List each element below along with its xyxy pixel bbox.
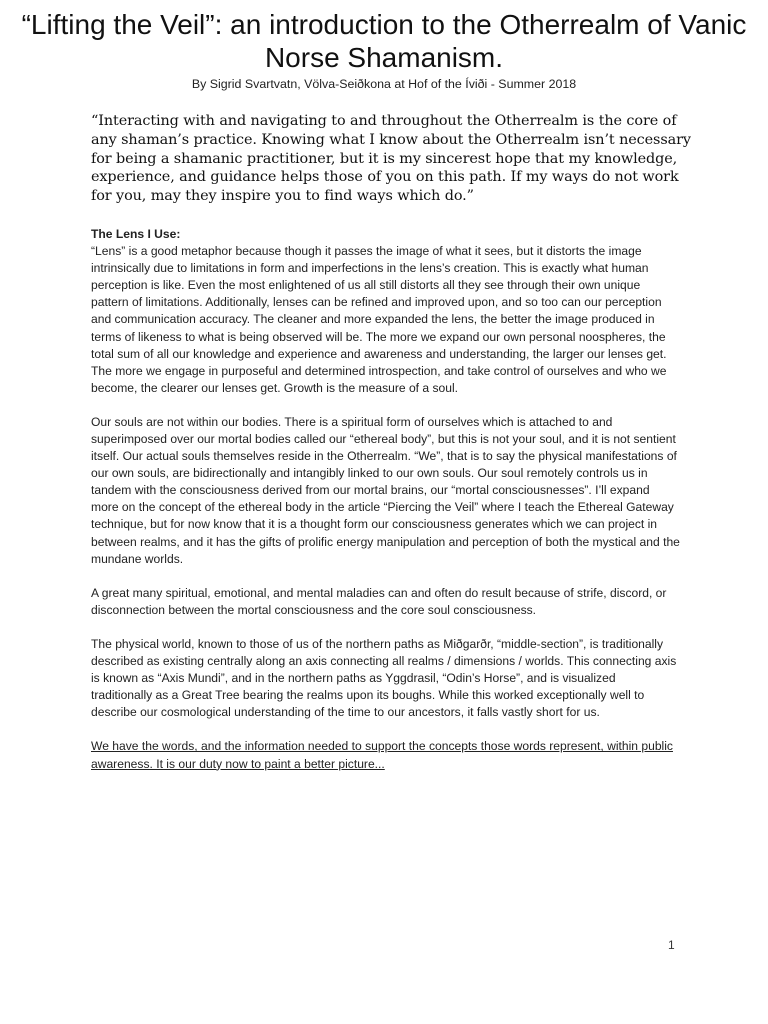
paragraph-physical-world: The physical world, known to those of us of the northern paths as Miðgarðr, “middle-section”, is traditionally described as existing centrally along an axis connecting all realms / dimensions / worlds. This connecting axis is known as “Axis Mundi”, and in the northern paths as Yggdrasil, “Odin’s Horse”, and is visualized traditionally as a Great Tree bearing the realms upon its boughs. While this worked exceptionally well to describe our cosmological understanding of the time to our ancestors, it falls vastly short for us.	[91, 636, 677, 720]
section-heading: The Lens I Use:	[91, 226, 181, 241]
page-number: 1	[668, 938, 675, 952]
paragraph-souls: Our souls are not within our bodies. There is a spiritual form of ourselves which is attached to and superimposed over our mortal bodies called our “ethereal body”, but this is not your soul, and it is not sentient itself. Our actual souls themselves reside in the Otherrealm. “We”, that is to say the physical manifestations of our own souls, are bidirectionally and intangibly linked to our own souls. Our soul remotely controls us in tandem with the consciousness derived from our mortal brains, our “mortal consciousnesses”. I’ll expand more on the concept of the ethereal body in the article “Piercing the Veil” where I teach the Ethereal Gateway technique, but for now know that it is a thought form our consciousness generates which we can project in between realms, and it has the gifts of prolific energy manipulation and perception of both the mystical and the mundane worlds.	[91, 414, 680, 566]
document-body	[91, 226, 680, 773]
paragraph-closing: We have the words, and the information needed to support the concepts those words represent, within public awareness. It is our duty now to paint a better picture...	[91, 739, 673, 771]
intro-quote: “Interacting with and navigating to and throughout the Otherrealm is the core of any shaman’s practice. Knowing what I know about the Otherrealm isn’t necessary for being a shamanic practitioner, but it is my sincerest hope that my knowledge, experience, and guidance helps those of you on this path. If my ways do not work for you, may they inspire you to find ways which do.”	[91, 113, 691, 205]
document-title: “Lifting the Veil”: an introduction to the Otherrealm of Vanic Norse Shamanism.	[21, 9, 747, 73]
paragraph-lens: “Lens” is a good metaphor because though it passes the image of what it sees, but it distorts the image intrinsically due to limitations in form and imperfections in the lens’s creation. This is exactly what human perception is like. Even the most enlightened of us all still distorts all they see through their own unique pattern of limitations. Additionally, lenses can be refined and improved upon, and so too can our perception and communication accuracy. The cleaner and more expanded the lens, the better the image produced in terms of likeness to what is being observed will be. The more we expand our own personal noospheres, the total sum of all our knowledge and experience and awareness and understanding, the larger our lenses get. The more we engage in purposeful and determined introspection, and take control of ourselves and who we become, the clearer our lenses get. Growth is the measure of a soul.	[91, 244, 667, 395]
paragraph-maladies: A great many spiritual, emotional, and mental maladies can and often do result because of strife, discord, or disconnection between the mortal consciousness and the core soul consciousness.	[91, 585, 667, 617]
author-byline: By Sigrid Svartvatn, Völva-Seiðkona at Hof of the Íviði - Summer 2018	[191, 77, 577, 91]
